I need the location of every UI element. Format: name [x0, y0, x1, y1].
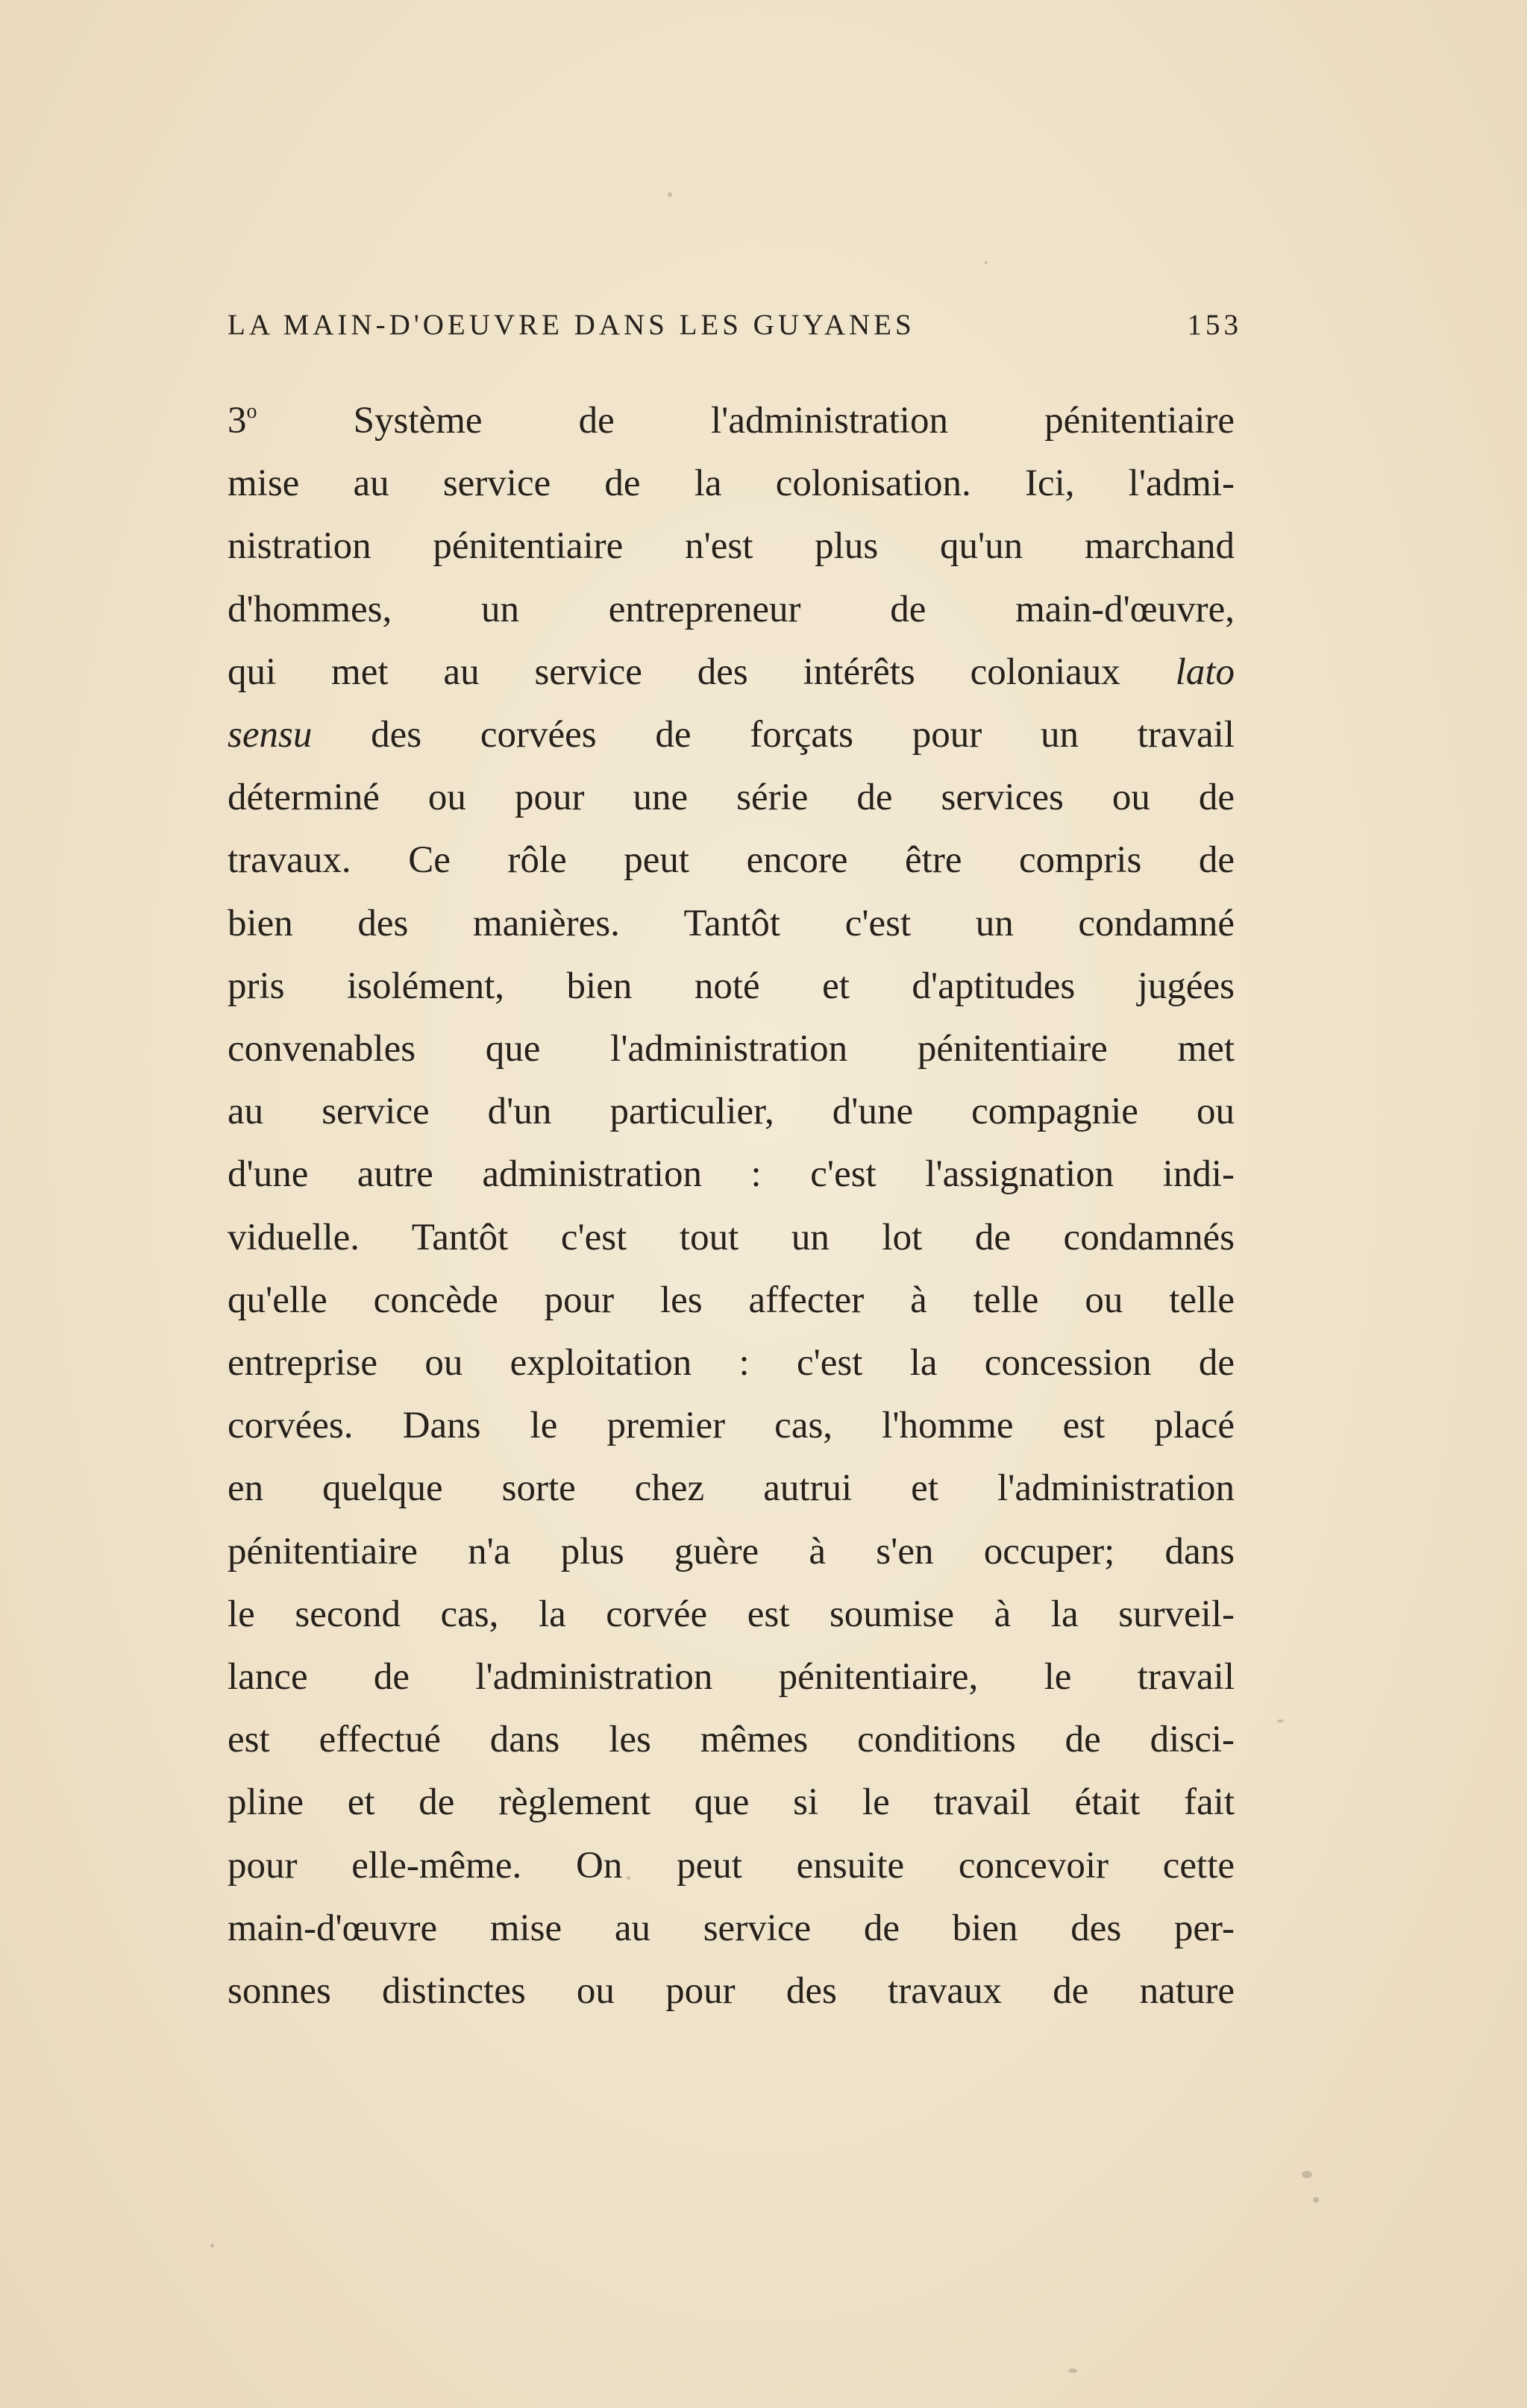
text-line: 3$^o$ Système de l'administration pénitentiaire — [228, 400, 1235, 442]
ordinal-suffix: o — [246, 400, 257, 423]
running-header — [228, 308, 1242, 342]
paper-speck — [1068, 2368, 1077, 2373]
page-number: 153 — [1187, 309, 1242, 341]
paper-speck — [210, 2244, 214, 2248]
paper-speck — [1313, 2197, 1319, 2203]
text-line: corvées. Dans le premier cas, l'homme est placé — [228, 1405, 1235, 1447]
text-line: convenables que l'administration pénitentiaire met — [228, 1028, 1235, 1070]
text-line: d'une autre administration : c'est l'assignation indi- — [228, 1153, 1235, 1196]
text-line: en quelque sorte chez autrui et l'administration — [228, 1467, 1235, 1510]
body-paragraph — [228, 380, 1235, 2022]
text-line: qui met au service des intérêts coloniaux lato — [228, 650, 1235, 693]
paper-speck — [627, 1876, 630, 1880]
text-line: travaux. Ce rôle peut encore être compris de — [228, 839, 1235, 882]
text-line: est effectué dans les mêmes conditions de disci- — [228, 1719, 1235, 1761]
text-line: sonnes distinctes ou pour des travaux de nature — [228, 1970, 1235, 2013]
text-line: qu'elle concède pour les affecter à telle ou telle — [228, 1279, 1235, 1321]
text-line: pris isolément, bien noté et d'aptitudes jugées — [228, 965, 1235, 1007]
text-line: lance de l'administration pénitentiaire, le travail — [228, 1656, 1235, 1699]
paper-speck — [668, 192, 672, 197]
text-line: pline et de règlement que si le travail était fait — [228, 1781, 1235, 1824]
text-line: main-d'œuvre mise au service de bien des per- — [228, 1907, 1235, 1949]
text-line: au service d'un particulier, d'une compagnie ou — [228, 1091, 1235, 1133]
text-line: mise au service de la colonisation. Ici, l'admi- — [228, 463, 1235, 505]
running-title: LA MAIN-D'OEUVRE DANS LES GUYANES — [228, 309, 915, 341]
text-line: d'hommes, un entrepreneur de main-d'œuvre, — [228, 588, 1235, 630]
text-line: le second cas, la corvée est soumise à la surveil- — [228, 1593, 1235, 1635]
text-line: entreprise ou exploitation : c'est la concession de — [228, 1342, 1235, 1385]
text-line: nistration pénitentiaire n'est plus qu'un marchand — [228, 525, 1235, 568]
section-ordinal: 3 — [228, 400, 247, 442]
text-line: viduelle. Tantôt c'est tout un lot de condamnés — [228, 1216, 1235, 1258]
paper-speck — [985, 261, 988, 264]
text-line: bien des manières. Tantôt c'est un condamné — [228, 902, 1235, 944]
text-line: pour elle-même. On peut ensuite concevoir cette — [228, 1844, 1235, 1887]
text-line: déterminé ou pour une série de services ou de — [228, 777, 1235, 819]
text-line: sensu des corvées de forçats pour un travail — [228, 714, 1235, 756]
paper-speck — [1302, 2171, 1312, 2178]
italic-latin-term: sensu — [228, 714, 313, 756]
paper-speck — [1277, 1719, 1284, 1722]
italic-latin-term: lato — [1175, 650, 1235, 693]
text-line: pénitentiaire n'a plus guère à s'en occuper; dans — [228, 1530, 1235, 1573]
